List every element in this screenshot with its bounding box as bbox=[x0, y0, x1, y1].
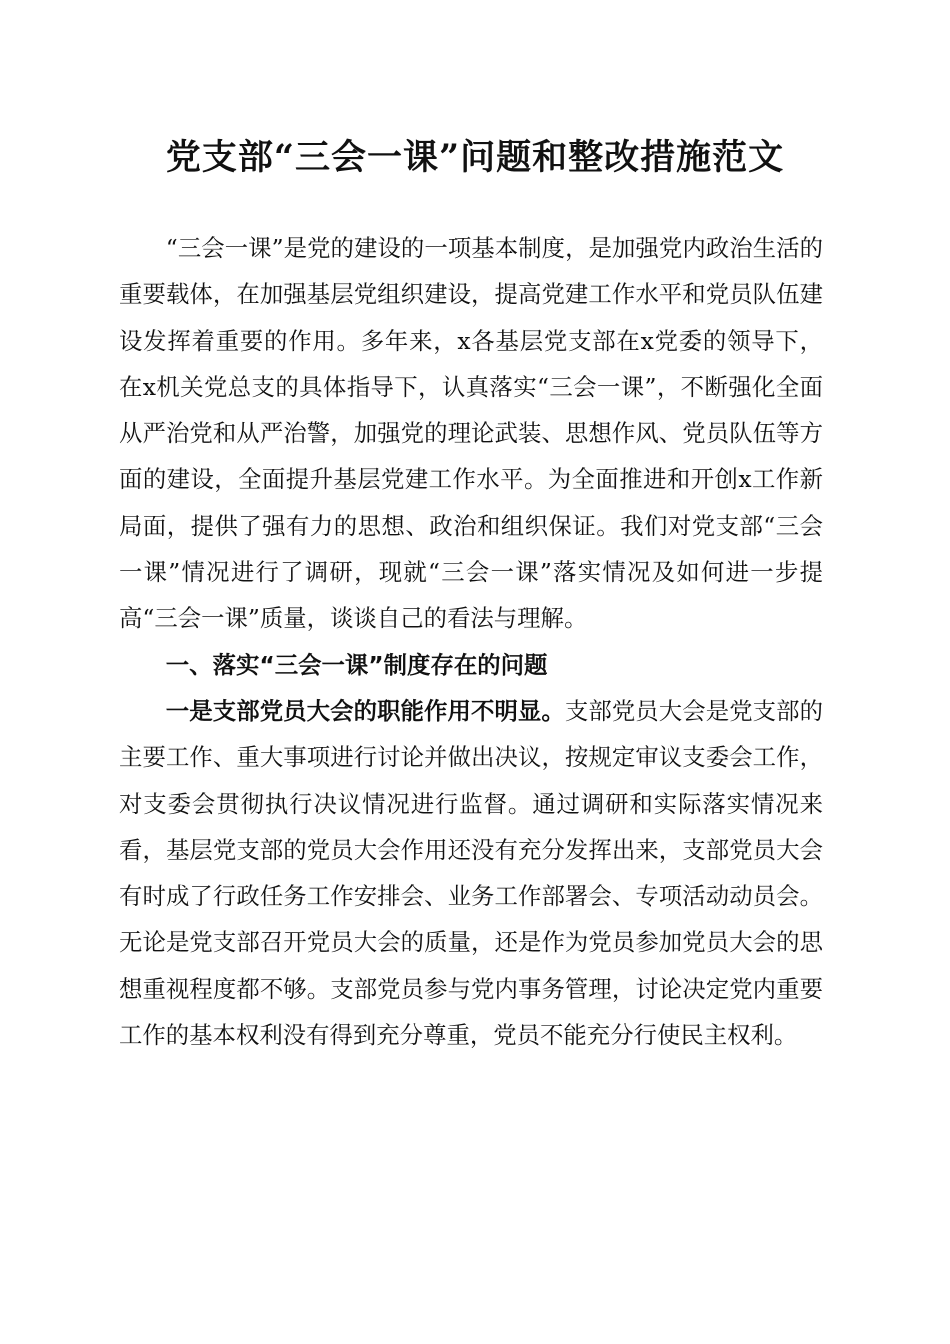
document-body bbox=[119, 225, 823, 1058]
point-body: 支部党员大会是党支部的主要工作、重大事项进行讨论并做出决议，按规定审议支委会工作，对支委会贯彻执行决议情况进行监督。通过调研和实际落实情况来看，基层党支部的党员大会作用还没有充分发挥出来，支部党员大会有时成了行政任务工作安排会、业务工作部署会、专项活动动员会。无论是党支部召开党员大会的质量，还是作为党员参加党员大会的思想重视程度都不够。支部党员参与党内事务管理，讨论决定党内重要工作的基本权利没有得到充分尊重，党员不能充分行使民主权利。 bbox=[119, 696, 824, 1050]
point-paragraph bbox=[119, 688, 823, 1058]
section-heading: 一、落实“三会一课”制度存在的问题 bbox=[165, 650, 548, 679]
document-title: 党支部“三会一课”问题和整改措施范文 bbox=[165, 137, 785, 178]
intro-paragraph: “三会一课”是党的建设的一项基本制度，是加强党内政治生活的重要载体，在加强基层党组织建设，提高党建工作水平和党员队伍建设发挥着重要的作用。多年来，x各基层党支部在x党委的领导下，在x机关党总支的具体指导下，认真落实“三会一课”，不断强化全面从严治党和从严治警，加强党的理论武装、思想作风、党员队伍等方面的建设，全面提升基层党建工作水平。为全面推进和开创x工作新局面，提供了强有力的思想、政治和组织保证。我们对党支部“三会一课”情况进行了调研，现就“三会一课”落实情况及如何进一步提高“三会一课”质量，谈谈自己的看法与理解。 bbox=[119, 234, 823, 633]
point-lead: 一是支部党员大会的职能作用不明显。 bbox=[165, 696, 565, 725]
